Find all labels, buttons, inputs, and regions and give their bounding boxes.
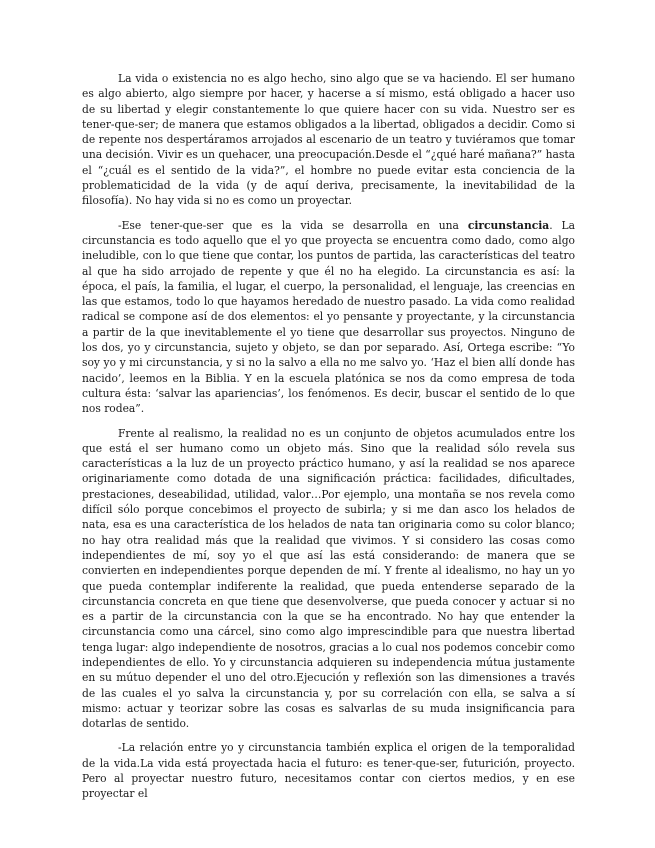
document-page bbox=[82, 71, 575, 811]
paragraph-3-text: Frente al realismo, la realidad no es un conjunto de objetos acumulados entre los que está el ser humano como un objeto más. Sino que la realidad sólo revela sus características a la luz de un proyecto práctico humano, y así la realidad se nos aparece originariamente como dotada de una significación práctica: facilidades, dificultades, prestaciones, deseabilidad, utilidad, valor…Por ejemplo, una montaña se nos revela como difícil sólo porque concebimos el proyecto de subirla; y si me dan asco los helados de nata, esa es una característica de los helados de nata tan originaria como su color blanco; no hay otra realidad más que la realidad que vivimos. Y si considero las cosas como independientes de mí, soy yo el que así las está considerando: de manera que se convierten en independientes porque dependen de mí. Y frente al idealismo, no hay un yo que pueda contemplar indiferente la realidad, que pueda entenderse separado de la circunstancia concreta en que tiene que desenvolverse, que pueda conocer y actuar si no es a partir de la circunstancia con la que se ha encontrado. No hay que entender la circunstancia como una cárcel, sino como algo imprescindible para que nuestra libertad tenga lugar: algo independiente de nosotros, gracias a lo cual nos podemos concebir como independientes de ello. Yo y circunstancia adquieren su independencia mútua justamente en su mútuo depender el uno del otro.Ejecución y reflexión son las dimensiones a través de las cuales el yo salva la circunstancia y, por su correlación con ella, se salva a sí mismo: actuar y teorizar sobre las cosas es salvarlas de su muda insignificancia para dotarlas de sentido. bbox=[82, 426, 575, 731]
paragraph-4-text: -La relación entre yo y circunstancia también explica el origen de la temporalidad de la vida.La vida está proyectada hacia el futuro: es tener-que-ser, futurición, proyecto. Pero al proyectar nuestro futuro, necesitamos contar con ciertos medios, y en ese proyectar el bbox=[82, 741, 575, 801]
paragraph-1-text: La vida o existencia no es algo hecho, sino algo que se va haciendo. El ser humano es algo abierto, algo siempre por hacer, y hacerse a sí mismo, está obligado a hacer uso de su libertad y elegir constantemente lo que quiere hacer con su vida. Nuestro ser es tener-que-ser; de manera que estamos obligados a la libertad, obligados a decidir. Como si de repente nos despertáramos arrojados al escenario de un teatro y tuviéramos que tomar una decisión. Vivir es un quehacer, una preocupación.Desde el “¿qué haré mañana?” hasta el “¿cuál es el sentido de la vida?”, el hombre no puede evitar esta conciencia de la problematicidad de la vida (y de aquí deriva, precisamente, la inevitabilidad de la filosofía). No hay vida si no es como un proyectar. bbox=[82, 72, 576, 208]
paragraph-2-intro: -Ese tener-que-ser que es la vida se desarrolla en una bbox=[118, 218, 468, 232]
paragraph-3 bbox=[82, 426, 575, 732]
paragraph-1 bbox=[82, 71, 575, 209]
paragraph-2-body: . La circunstancia es todo aquello que el yo que proyecta se encuentra como dado, como algo ineludible, con lo que tiene que contar, los puntos de partida, las características del teatro al que ha sido arrojado de repente y que él no ha elegido. La circunstancia es así: la época, el país, la familia, el lugar, el cuerpo, la personalidad, el lenguaje, las creencias en las que estamos, todo lo que hayamos heredado de nuestro pasado. La vida como realidad radical se compone así de dos elementos: el yo pensante y proyectante, y la circunstancia a partir de la que inevitablemente el yo tiene que desarrollar sus proyectos. Ninguno de los dos, yo y circunstancia, sujeto y objeto, se dan por separado. Así, Ortega escribe: “Yo soy yo y mi circunstancia, y si no la salvo a ella no me salvo yo. ‘Haz el bien allí donde has nacido’, leemos en la Biblia. Y en la escuela platónica se nos da como empresa de toda cultura ésta: ‘salvar las apariencias’, los fenómenos. Es decir, buscar el sentido de lo que nos rodea”. bbox=[82, 218, 575, 416]
paragraph-4 bbox=[82, 740, 575, 801]
paragraph-2 bbox=[82, 218, 575, 417]
circunstancia-term: circunstancia bbox=[467, 218, 550, 232]
